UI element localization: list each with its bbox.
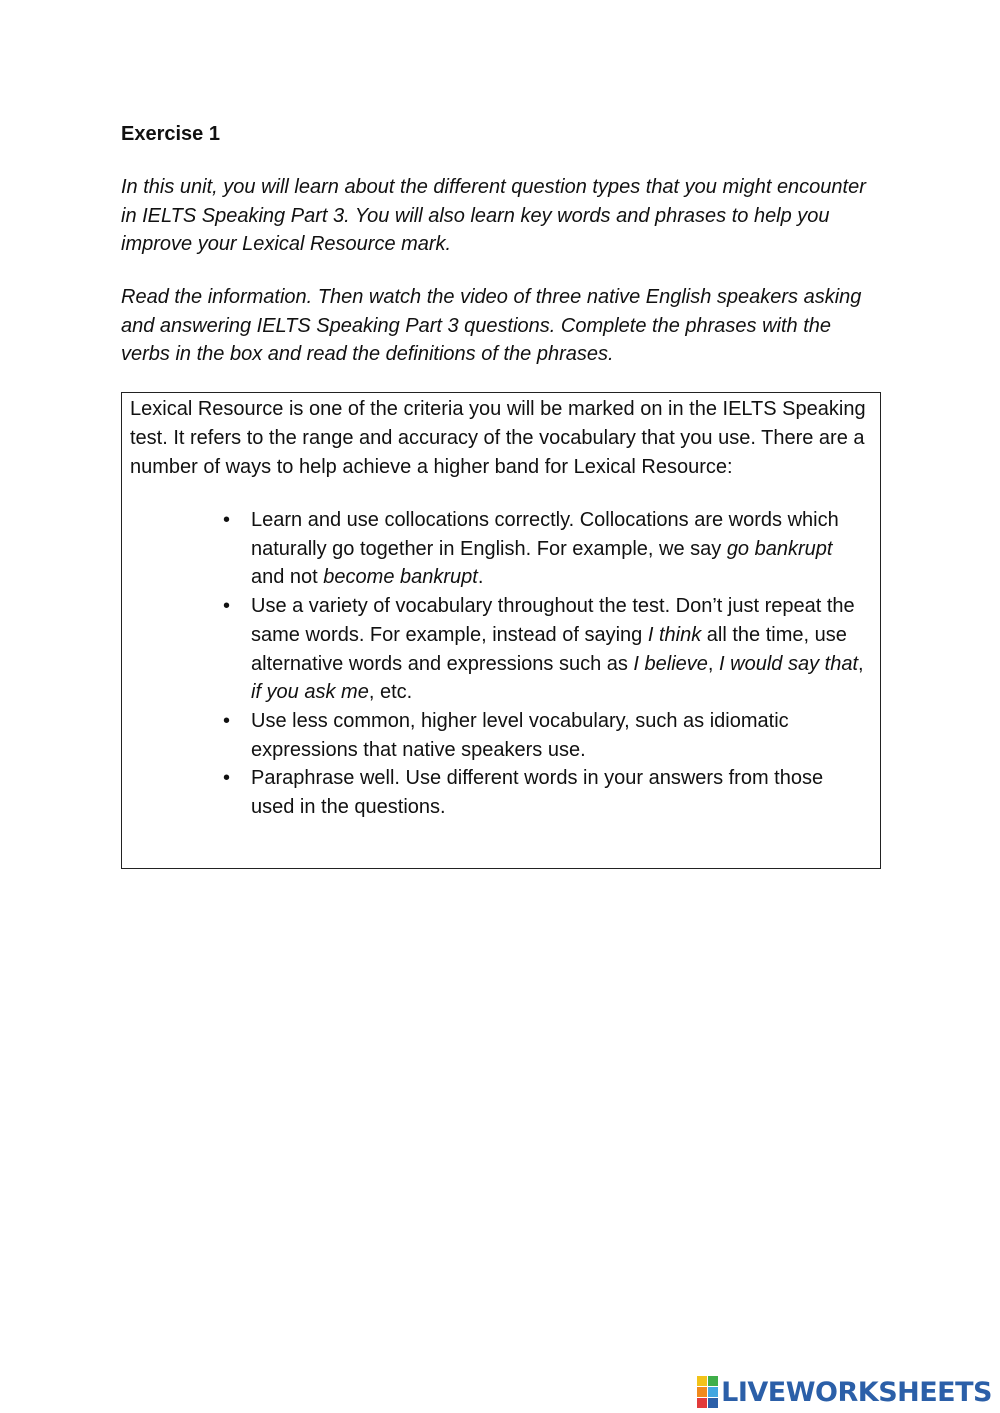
liveworksheets-logo[interactable]	[697, 1375, 992, 1409]
exercise-title: Exercise 1	[121, 123, 220, 145]
intro-paragraph-unit: In this unit, you will learn about the different question types that you might encounter in IELTS Speaking Part 3. You will also learn key words and phrases to help you improve your Lexical Resource mark.	[121, 176, 866, 255]
logo-tile	[708, 1376, 718, 1386]
tips-list	[130, 506, 872, 822]
list-item: • Paraphrase well. Use different words in your answers from those used in the questions.	[251, 764, 872, 821]
logo-tile	[697, 1398, 707, 1408]
bullet-icon: •	[223, 767, 231, 790]
logo-tile	[708, 1398, 718, 1408]
logo-wordmark: LIVEWORKSHEETS	[721, 1376, 992, 1408]
liveworksheets-logo-icon	[697, 1376, 718, 1408]
bullet-icon: •	[223, 709, 231, 732]
intro-paragraph-instructions: Read the information. Then watch the video of three native English speakers asking and answering IELTS Speaking Part 3 questions. Complete the phrases with the verbs in the box and read the definitions of the phrases.	[121, 286, 862, 365]
logo-tile	[697, 1376, 707, 1386]
logo-tile	[708, 1387, 718, 1397]
list-item: • Use less common, higher level vocabulary, such as idiomatic expressions that native speakers use.	[251, 707, 872, 764]
bullet-icon: •	[223, 595, 231, 618]
lexical-resource-intro: Lexical Resource is one of the criteria you will be marked on in the IELTS Speaking test. It refers to the range and accuracy of the vocabulary that you use. There are a number of ways to help achieve a higher band for Lexical Resource:	[130, 398, 866, 478]
list-item: • Use a variety of vocabulary throughout the test. Don’t just repeat the same words. For example, instead of saying I think all the time, use alternative words and expressions such as I believe, I would say that, if you ask me, etc.	[251, 592, 872, 707]
logo-tile	[697, 1387, 707, 1397]
lexical-resource-box	[121, 392, 881, 869]
bullet-icon: •	[223, 509, 231, 531]
list-item: • Learn and use collocations correctly. Collocations are words which naturally go together in English. For example, we say go bankrupt and not become bankrupt.	[251, 506, 872, 592]
